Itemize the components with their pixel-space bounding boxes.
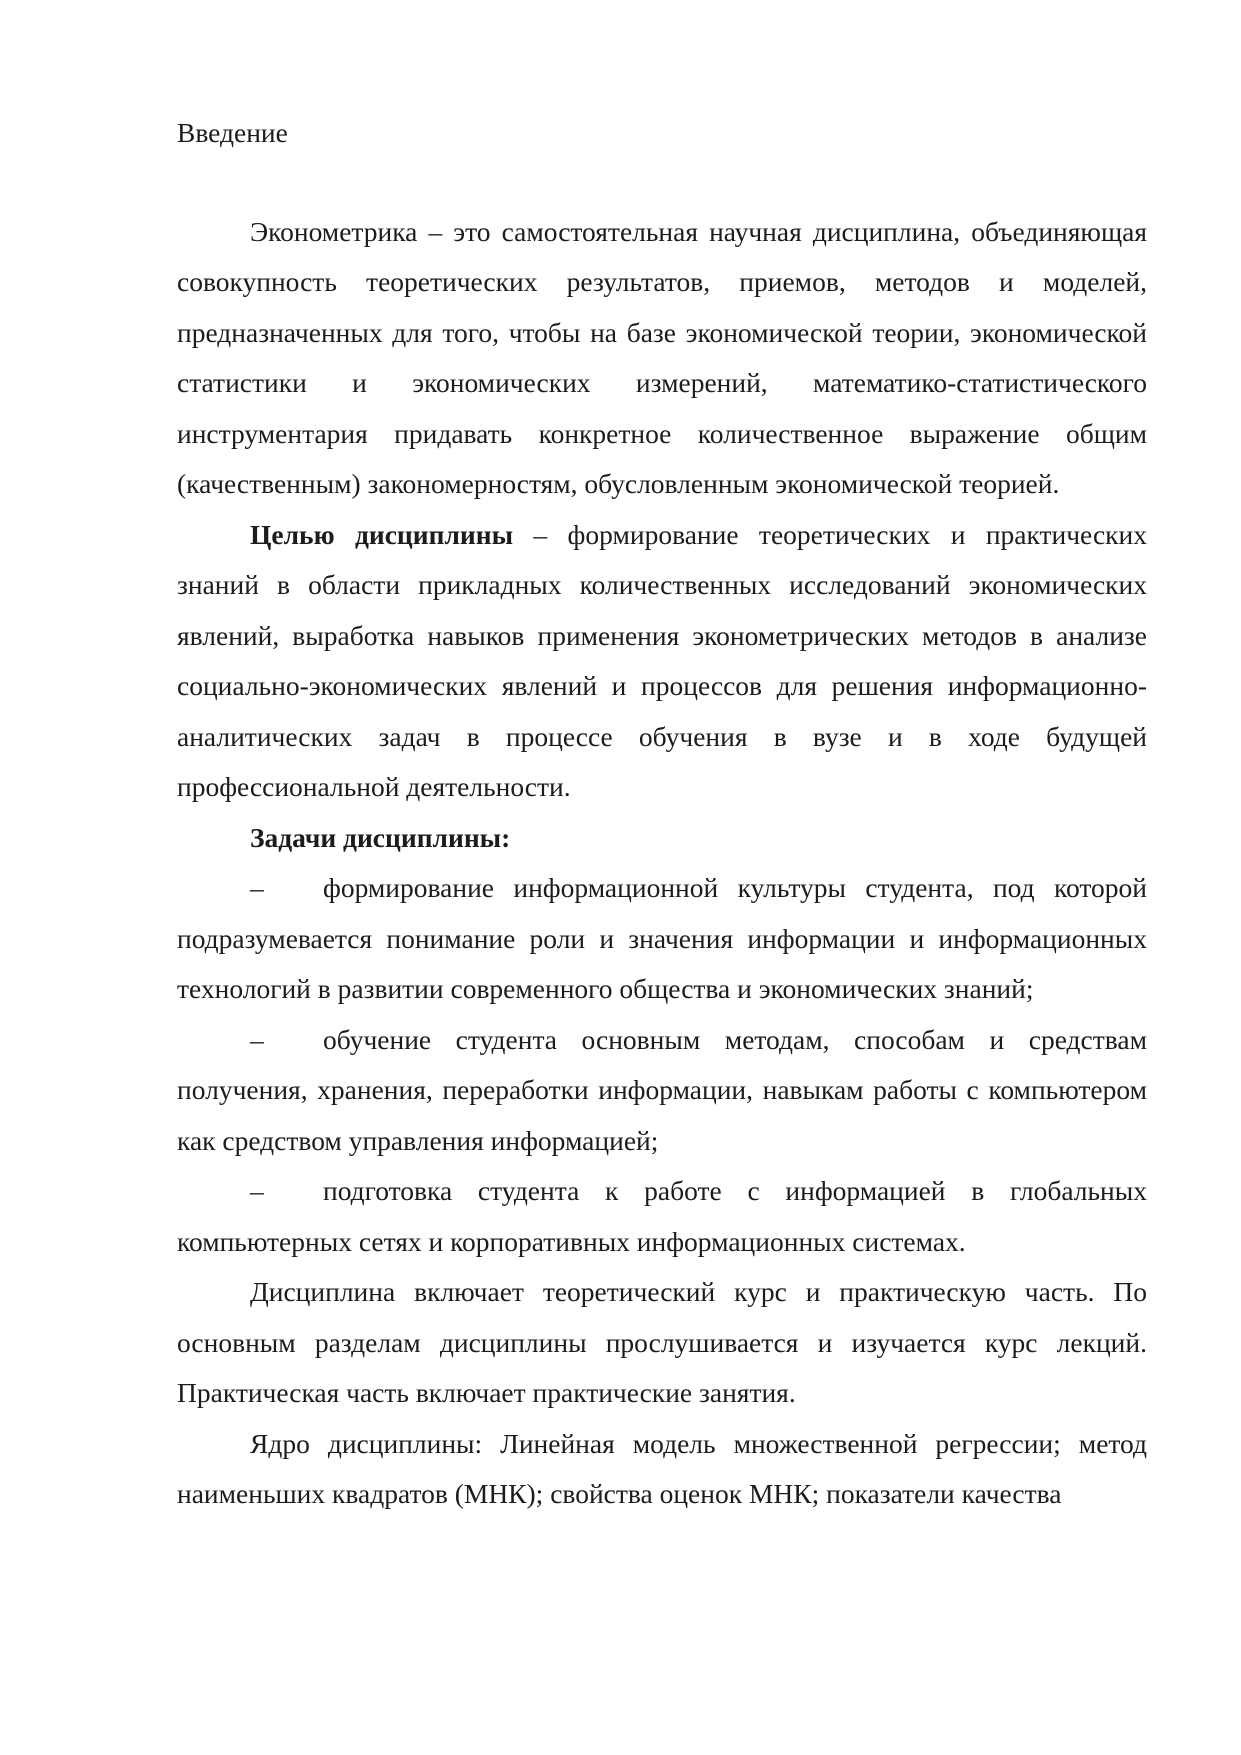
task-text: обучение студента основным методам, способам и средствам получения, хранения, переработки информации, навыкам работы с компьютером как средством управления информацией; <box>177 1023 1147 1156</box>
task-item-3 <box>177 1166 1147 1267</box>
dash-marker: – <box>250 872 264 903</box>
section-title: Введение <box>177 117 288 148</box>
task-item-1 <box>177 863 1147 1015</box>
course-paragraph: Дисциплина включает теоретический курс и практическую часть. По основным разделам дисциплины прослушивается и изучается курс лекций. Практическая часть включает практические занятия. <box>177 1276 1147 1408</box>
goal-label: Целью дисциплины <box>250 518 514 550</box>
dash-marker: – <box>250 1175 264 1206</box>
tasks-heading: Задачи дисциплины: <box>250 821 511 853</box>
goal-paragraph <box>177 510 1147 813</box>
task-text: подготовка студента к работе с информацией в глобальных компьютерных сетях и корпоративных информационных системах. <box>177 1175 1147 1257</box>
core-paragraph: Ядро дисциплины: Линейная модель множественной регрессии; метод наименьших квадратов (МНК); свойства оценок МНК; показатели качества <box>177 1427 1147 1509</box>
task-item-2 <box>177 1015 1147 1167</box>
goal-text: – формирование теоретических и практических знаний в области прикладных количественных исследований экономических явлений, выработка навыков применения эконометрических методов в анализе социально-экономических явлений и процессов для решения информационно-аналитических задач в процессе обучения в вузе и в ходе будущей профессиональной деятельности. <box>177 518 1147 802</box>
dash-marker: – <box>250 1023 264 1055</box>
task-text: формирование информационной культуры студента, под которой подразумевается понимание роли и значения информации и информационных технологий в развитии современного общества и экономических знаний; <box>177 872 1147 1004</box>
intro-paragraph: Эконометрика – это самостоятельная научная дисциплина, объединяющая совокупность теоретических результатов, приемов, методов и моделей, предназначенных для того, чтобы на базе экономической теории, экономической статистики и экономических измерений, математико-статистического инструментария придавать конкретное количественное выражение общим (качественным) закономерностям, обусловленным экономической теорией. <box>177 215 1147 499</box>
document-page <box>177 108 1147 1520</box>
